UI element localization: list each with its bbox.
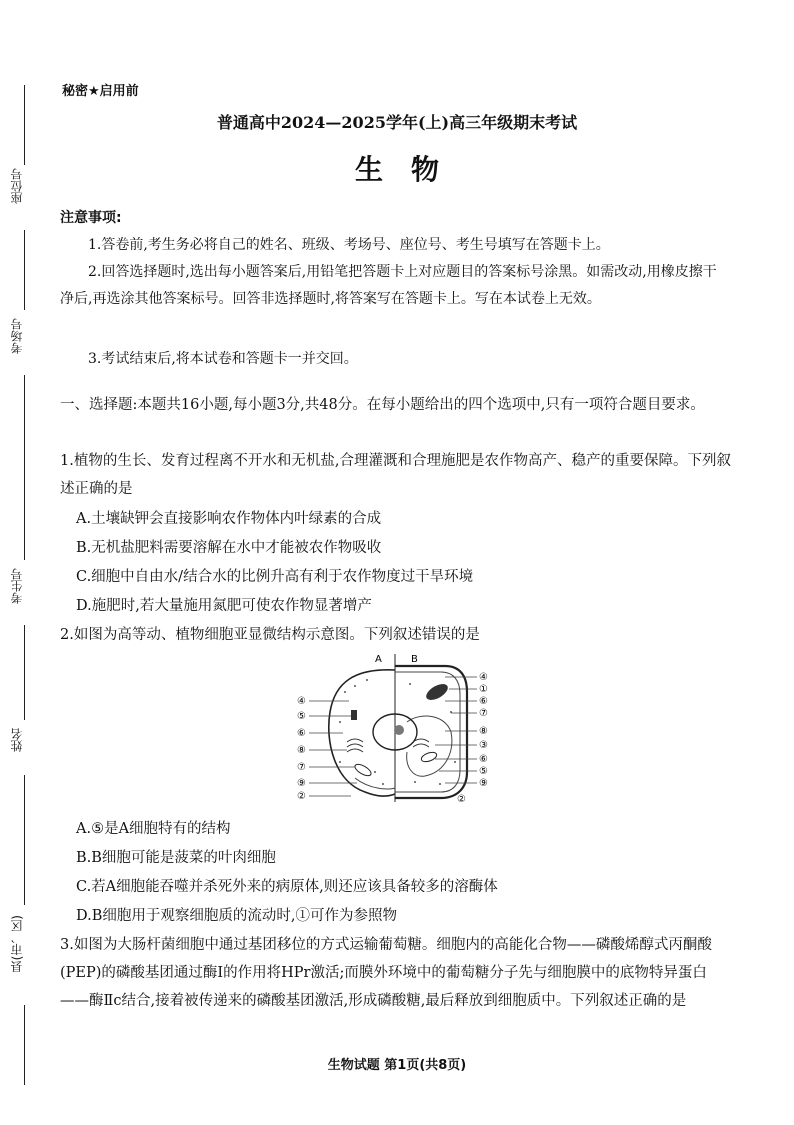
plant-cell-membrane — [395, 672, 460, 792]
confidential-mark: 秘密★启用前 — [62, 84, 139, 99]
callout-label: ④ — [479, 672, 488, 683]
question-2-option-d: D.B细胞用于观察细胞质的流动时,①可作为参照物 — [76, 908, 397, 924]
cell-structure-diagram — [295, 652, 495, 807]
seat-number-label: 座位号 — [10, 168, 24, 204]
callout-label: ⑦ — [479, 708, 488, 719]
callout-label: ④ — [297, 696, 306, 707]
callout-label: ⑧ — [297, 745, 306, 756]
county-label: 县(市、区) — [10, 915, 24, 973]
subject-title: 生物 — [354, 153, 467, 186]
margin-line — [24, 375, 25, 560]
callout-label: ② — [297, 791, 306, 802]
mitochondrion — [353, 762, 373, 778]
callout-label: ② — [457, 794, 466, 805]
callout-label: ⑤ — [479, 766, 488, 777]
label-b: B — [411, 654, 418, 665]
callout-lines — [309, 701, 357, 796]
callout-label: ⑤ — [297, 711, 306, 722]
question-2-stem: 2.如图为高等动、植物细胞亚显微结构示意图。下列叙述错误的是 — [60, 627, 480, 643]
callout-label: ⑥ — [479, 754, 488, 765]
callout-label: ① — [479, 684, 488, 695]
exam-room-label: 考场号 — [10, 318, 24, 354]
margin-line — [24, 775, 25, 905]
centriole — [351, 710, 357, 720]
golgi-apparatus — [347, 739, 363, 752]
section-heading: 一、选择题:本题共16小题,每小题3分,共48分。在每小题给出的四个选项中,只有一项符合题目要求。 — [60, 397, 705, 413]
exam-title: 普通高中2024—2025学年(上)高三年级期末考试 — [216, 113, 578, 132]
callout-label: ⑨ — [297, 778, 306, 789]
left-callouts — [297, 696, 357, 802]
label-a: A — [375, 654, 382, 665]
question-1-option-d: D.施肥时,若大量施用氮肥可使农作物显著增产 — [76, 598, 372, 614]
callout-label: ⑧ — [479, 726, 488, 737]
question-1-stem: 1.植物的生长、发育过程离不开水和无机盐,合理灌溉和合理施肥是农作物高产、稳产的重要保障。下列叙述正确的是 — [60, 453, 731, 497]
margin-line — [24, 1005, 25, 1085]
name-label: 姓名 — [10, 728, 24, 752]
callout-label: ③ — [479, 740, 488, 751]
notice-heading: 注意事项: — [60, 210, 122, 226]
question-1-option-c: C.细胞中自由水/结合水的比例升高有利于农作物度过干旱环境 — [76, 569, 474, 585]
callout-label: ⑦ — [297, 762, 306, 773]
plant-cell-wall — [395, 666, 467, 798]
margin-line — [24, 625, 25, 720]
notice-item: 1.答卷前,考生务必将自己的姓名、班级、考场号、座位号、考生号填写在答题卡上。 — [88, 237, 610, 253]
question-3-stem: 3.如图为大肠杆菌细胞中通过基团移位的方式运输葡萄糖。细胞内的高能化合物——磷酸烯醇式丙酮酸(PEP)的磷酸基团通过酶Ⅰ的作用将HPr激活;而膜外环境中的葡萄糖分子先与细胞膜中的底物特异蛋白——酶Ⅱc结合,接着被传递来的磷酸基团激活,形成磷酸糖,最后释放到细胞质中。下列叙述正确的是 — [60, 937, 712, 1009]
question-1-option-b: B.无机盐肥料需要溶解在水中才能被农作物吸收 — [76, 540, 382, 556]
question-2-option-b: B.B细胞可能是菠菜的叶肉细胞 — [76, 850, 276, 866]
student-number-label: 考生号 — [10, 568, 24, 604]
nucleolus — [394, 725, 404, 735]
er-membrane — [355, 778, 395, 789]
notice-item: 3.考试结束后,将本试卷和答题卡一并交回。 — [88, 351, 358, 367]
question-2-option-c: C.若A细胞能吞噬并杀死外来的病原体,则还应该具备较多的溶酶体 — [76, 879, 498, 895]
mitochondrion — [420, 751, 438, 764]
golgi-apparatus — [413, 739, 429, 747]
question-1-option-a: A.土壤缺钾会直接影响农作物体内叶绿素的合成 — [76, 511, 382, 527]
callout-label: ⑥ — [479, 696, 488, 707]
page-footer: 生物试题 第1页(共8页) — [327, 1058, 467, 1073]
question-2-option-a: A.⑤是A细胞特有的结构 — [76, 821, 231, 837]
margin-line — [24, 230, 25, 310]
callout-label: ⑨ — [479, 778, 488, 789]
callout-label: ⑥ — [297, 728, 306, 739]
notice-item: 2.回答选择题时,选出每小题答案后,用铅笔把答题卡上对应题目的答案标号涂黑。如需改动,用橡皮擦干净后,再选涂其他答案标号。回答非选择题时,将答案写在答题卡上。写在本试卷上无效。 — [60, 264, 717, 307]
chloroplast — [424, 681, 451, 703]
